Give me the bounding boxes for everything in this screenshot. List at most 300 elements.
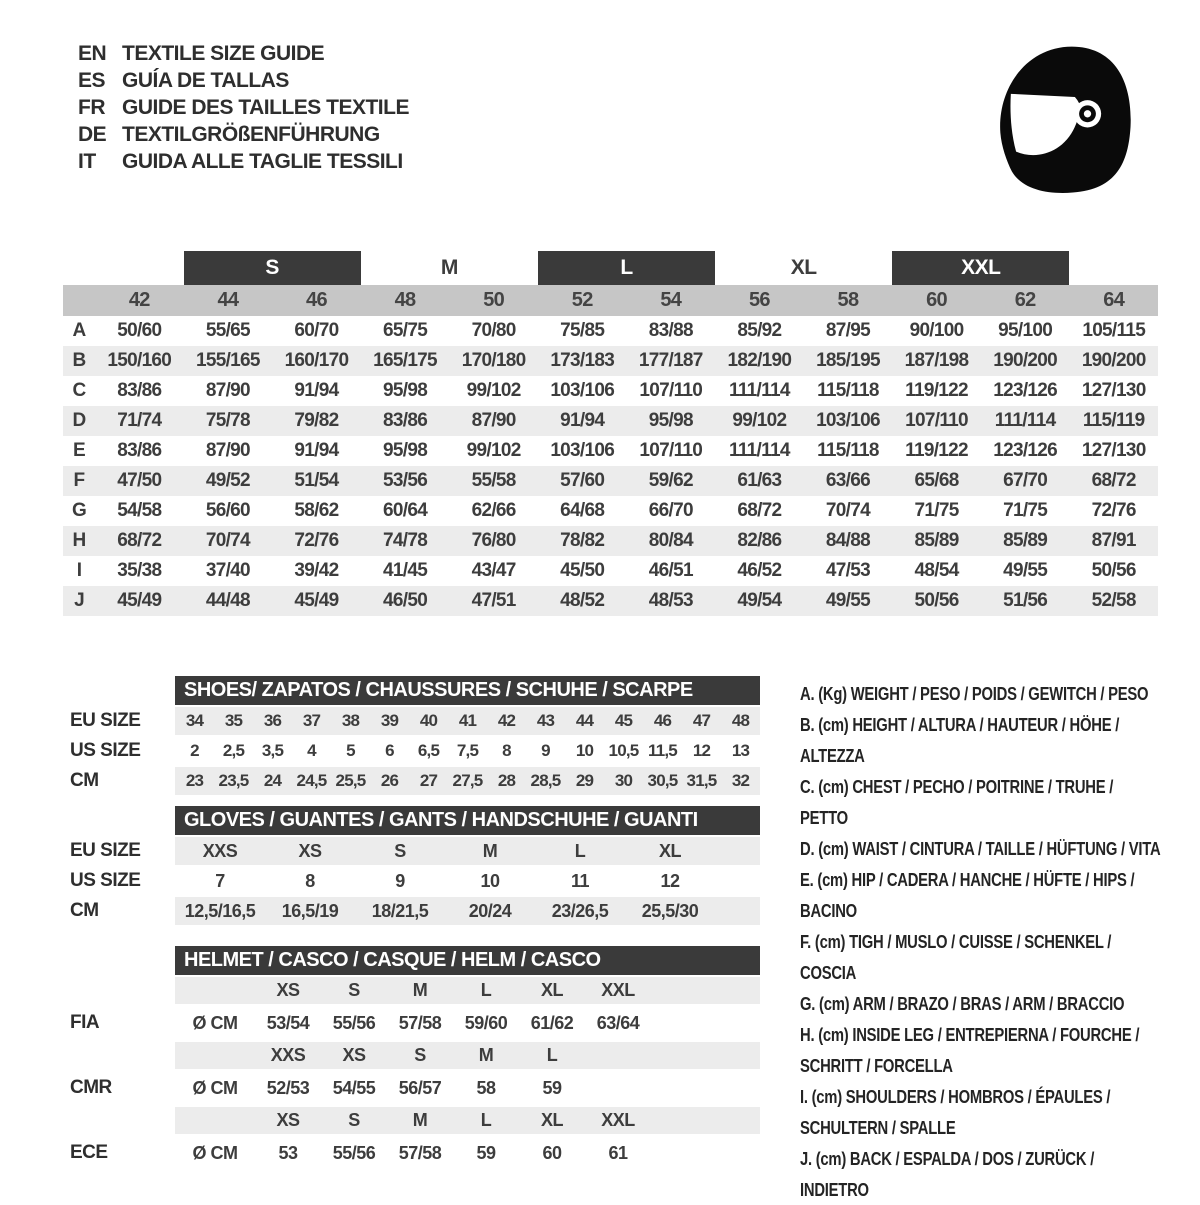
language-code: ES bbox=[78, 68, 106, 92]
textile-cell: 87/90 bbox=[471, 410, 516, 431]
textile-cell: 91/94 bbox=[294, 440, 339, 461]
textile-cell: 57/60 bbox=[560, 470, 605, 491]
row-label: EU SIZE bbox=[70, 710, 141, 731]
shoes-rows bbox=[70, 707, 760, 795]
textile-cell: 177/187 bbox=[638, 350, 703, 371]
language-title: GUIDA ALLE TAGLIE TESSILI bbox=[122, 149, 403, 173]
size-value: 43 bbox=[536, 711, 555, 730]
shoes-values bbox=[175, 737, 760, 765]
textile-cell: 95/98 bbox=[383, 380, 428, 401]
helmet-value bbox=[585, 1071, 651, 1105]
row-label: CM bbox=[70, 770, 99, 791]
gloves-values bbox=[175, 867, 760, 895]
size-group-s: S bbox=[184, 251, 361, 285]
size-value: 45 bbox=[614, 711, 633, 730]
language-title: GUIDE DES TAILLES TEXTILE bbox=[122, 95, 409, 119]
textile-cell: 111/114 bbox=[729, 440, 790, 461]
helmet-value-row-fia bbox=[70, 1006, 760, 1040]
language-row bbox=[78, 40, 409, 67]
textile-cell: 83/86 bbox=[383, 410, 428, 431]
textile-row-e bbox=[63, 436, 1158, 466]
textile-cell: 107/110 bbox=[905, 410, 968, 431]
textile-row-label: F bbox=[73, 470, 85, 491]
textile-cell: 111/114 bbox=[729, 380, 790, 401]
textile-cell: 87/95 bbox=[825, 320, 870, 341]
size-value: 2 bbox=[190, 741, 199, 760]
textile-cell: 35/38 bbox=[117, 560, 162, 581]
textile-cell: 85/89 bbox=[1003, 530, 1048, 551]
size-value: 20/24 bbox=[468, 900, 512, 921]
size-group-m: M bbox=[440, 256, 458, 279]
textile-row-d bbox=[63, 406, 1158, 436]
textile-cell: 52/58 bbox=[1091, 590, 1136, 611]
size-value: 39 bbox=[380, 711, 399, 730]
textile-row-b bbox=[63, 346, 1158, 376]
size-value: S bbox=[394, 840, 406, 861]
helmet-size-row-ece bbox=[70, 1107, 760, 1134]
row-label-spacer bbox=[70, 1042, 175, 1069]
textile-cell: 78/82 bbox=[560, 530, 605, 551]
size-value: 8 bbox=[502, 741, 511, 760]
size-value: XXS bbox=[202, 840, 238, 861]
measurement-legend bbox=[800, 678, 1162, 1205]
size-value: 3,5 bbox=[261, 741, 284, 760]
language-title-list bbox=[78, 40, 409, 175]
size-value: 34 bbox=[185, 711, 204, 730]
helmet-size-label: XXL bbox=[601, 980, 635, 1000]
legend-item: J. (cm) BACK / ESPALDA / DOS / ZURÜCK / INDIETRO bbox=[800, 1148, 1095, 1200]
textile-cell: 48/52 bbox=[560, 590, 605, 611]
textile-cell: 45/49 bbox=[117, 590, 162, 611]
diameter-unit: Ø CM bbox=[192, 1077, 238, 1098]
textile-cell: 53/56 bbox=[383, 470, 428, 491]
language-code: DE bbox=[78, 122, 107, 146]
language-code: FR bbox=[78, 95, 105, 119]
numeric-size: 42 bbox=[128, 289, 150, 311]
textile-cell: 58/62 bbox=[294, 500, 339, 521]
textile-cell: 71/75 bbox=[1003, 500, 1048, 521]
textile-cell: 155/165 bbox=[195, 350, 260, 371]
size-value: 12 bbox=[692, 741, 711, 760]
numeric-size: 56 bbox=[748, 289, 770, 311]
helmet-size-label: M bbox=[412, 1110, 428, 1130]
textile-row-label: A bbox=[72, 320, 86, 341]
standard-label: CMR bbox=[70, 1077, 112, 1098]
legend-item: G. (cm) ARM / BRAZO / BRAS / ARM / BRACCIO bbox=[800, 993, 1125, 1014]
helmet-value-row-cmr bbox=[70, 1071, 760, 1105]
textile-cell: 56/60 bbox=[205, 500, 250, 521]
legend-item: D. (cm) WAIST / CINTURA / TAILLE / HÜFTUNG / VITA bbox=[800, 838, 1161, 859]
textile-cell: 91/94 bbox=[560, 410, 605, 431]
helmet-value: 60 bbox=[542, 1142, 562, 1163]
textile-cell: 50/56 bbox=[914, 590, 959, 611]
legend-item: I. (cm) SHOULDERS / HOMBROS / ÉPAULES / SCHULTERN / SPALLE bbox=[800, 1086, 1111, 1138]
textile-cell: 75/85 bbox=[560, 320, 605, 341]
standard-label: FIA bbox=[70, 1012, 100, 1033]
row-label: CM bbox=[70, 900, 99, 921]
helmet-value: 53 bbox=[278, 1142, 298, 1163]
language-title: TEXTILE SIZE GUIDE bbox=[122, 41, 325, 65]
row-label-spacer bbox=[70, 977, 175, 1004]
standard-label: ECE bbox=[70, 1142, 108, 1163]
helmet-section-header: HELMET / CASCO / CASQUE / HELM / CASCO bbox=[175, 946, 760, 975]
size-value: 48 bbox=[731, 711, 750, 730]
helmet-value: 59 bbox=[476, 1142, 496, 1163]
helmet-value: 58 bbox=[476, 1077, 496, 1098]
size-value: 6 bbox=[385, 741, 394, 760]
textile-cell: 60/64 bbox=[383, 500, 428, 521]
textile-cell: 91/94 bbox=[294, 380, 339, 401]
shoes-section bbox=[70, 676, 760, 797]
textile-cell: 123/126 bbox=[993, 380, 1057, 401]
textile-cell: 111/114 bbox=[994, 410, 1056, 431]
numeric-size-row bbox=[63, 285, 1158, 316]
textile-cell: 47/53 bbox=[825, 560, 870, 581]
textile-cell: 70/74 bbox=[825, 500, 870, 521]
textile-cell: 83/86 bbox=[117, 440, 162, 461]
helmet-size-label: L bbox=[480, 1110, 492, 1130]
textile-cell: 49/52 bbox=[205, 470, 250, 491]
textile-cell: 150/160 bbox=[107, 350, 172, 371]
textile-rows bbox=[63, 316, 1158, 616]
unit-spacer bbox=[175, 1107, 255, 1134]
textile-cell: 95/98 bbox=[648, 410, 693, 431]
shoes-values bbox=[175, 767, 760, 795]
language-row bbox=[78, 67, 409, 94]
helmet-value: 54/55 bbox=[332, 1077, 376, 1098]
textile-cell: 85/92 bbox=[737, 320, 782, 341]
textile-cell: 48/54 bbox=[914, 560, 959, 581]
helmet-size-labels bbox=[175, 1107, 760, 1134]
textile-cell: 65/68 bbox=[914, 470, 959, 491]
textile-cell: 59/62 bbox=[648, 470, 693, 491]
textile-cell: 119/122 bbox=[905, 440, 968, 461]
size-value: 12,5/16,5 bbox=[184, 900, 256, 921]
size-value: 27,5 bbox=[452, 771, 483, 790]
size-value: 28 bbox=[497, 771, 516, 790]
size-value: 23 bbox=[185, 771, 204, 790]
shoes-row bbox=[70, 737, 760, 765]
helmet-section bbox=[70, 946, 760, 1172]
helmet-size-label: L bbox=[480, 980, 492, 1000]
textile-cell: 63/66 bbox=[825, 470, 870, 491]
legend-item: A. (Kg) WEIGHT / PESO / POIDS / GEWITCH / PESO bbox=[800, 683, 1149, 704]
helmet-values bbox=[175, 1136, 760, 1170]
diameter-unit: Ø CM bbox=[192, 1012, 238, 1033]
language-title: TEXTILGRÖßENFÜHRUNG bbox=[122, 122, 380, 146]
size-value: 23/26,5 bbox=[551, 900, 609, 921]
textile-cell: 70/80 bbox=[471, 320, 516, 341]
size-value: 24 bbox=[263, 771, 282, 790]
unit-spacer bbox=[175, 977, 255, 1004]
helmet-value: 61 bbox=[608, 1142, 628, 1163]
numeric-size: 60 bbox=[926, 289, 947, 311]
textile-cell: 123/126 bbox=[993, 440, 1057, 461]
textile-row-a bbox=[63, 316, 1158, 346]
gloves-values bbox=[175, 897, 760, 925]
textile-cell: 83/88 bbox=[648, 320, 693, 341]
textile-cell: 107/110 bbox=[639, 380, 703, 401]
size-value: 25,5 bbox=[335, 771, 366, 790]
helmet-size-label: S bbox=[348, 980, 360, 1000]
textile-cell: 90/100 bbox=[909, 320, 964, 341]
size-value: 42 bbox=[497, 711, 516, 730]
textile-cell: 82/86 bbox=[737, 530, 782, 551]
textile-cell: 107/110 bbox=[639, 440, 703, 461]
textile-cell: 68/72 bbox=[117, 530, 162, 551]
textile-cell: 60/70 bbox=[294, 320, 339, 341]
language-code: EN bbox=[78, 41, 107, 65]
textile-row-label: G bbox=[71, 500, 87, 521]
textile-row-g bbox=[63, 496, 1158, 526]
textile-row-h bbox=[63, 526, 1158, 556]
textile-cell: 68/72 bbox=[1091, 470, 1136, 491]
textile-cell: 37/40 bbox=[205, 560, 250, 581]
helmet-value: 53/54 bbox=[266, 1012, 310, 1033]
textile-cell: 119/122 bbox=[905, 380, 968, 401]
shoes-values bbox=[175, 707, 760, 735]
helmet-size-label: XS bbox=[276, 980, 300, 1000]
helmet-size-label: XXS bbox=[270, 1045, 306, 1065]
size-group-l: L bbox=[538, 251, 715, 285]
legend-item: C. (cm) CHEST / PECHO / POITRINE / TRUHE / PETTO bbox=[800, 776, 1114, 828]
size-value: 28,5 bbox=[530, 771, 561, 790]
unit-spacer bbox=[175, 1042, 255, 1069]
size-value: 11 bbox=[570, 870, 590, 891]
numeric-size: 64 bbox=[1103, 289, 1125, 311]
size-value: 11,5 bbox=[648, 741, 677, 760]
textile-cell: 68/72 bbox=[737, 500, 782, 521]
helmet-size-label: XL bbox=[540, 1110, 563, 1130]
helmet-value: 57/58 bbox=[398, 1012, 442, 1033]
language-row bbox=[78, 94, 409, 121]
size-value: 37 bbox=[302, 711, 321, 730]
size-value: 4 bbox=[307, 741, 316, 760]
size-value: 38 bbox=[341, 711, 360, 730]
textile-row-label: J bbox=[74, 590, 84, 611]
size-group-xl: XL bbox=[790, 256, 817, 279]
helmet-value: 61/62 bbox=[530, 1012, 574, 1033]
size-value: 25,5/30 bbox=[641, 900, 699, 921]
textile-cell: 44/48 bbox=[205, 590, 250, 611]
textile-cell: 46/52 bbox=[737, 560, 782, 581]
textile-cell: 95/98 bbox=[383, 440, 428, 461]
gloves-section bbox=[70, 806, 760, 927]
textile-cell: 55/65 bbox=[205, 320, 250, 341]
textile-cell: 47/50 bbox=[117, 470, 162, 491]
textile-row-label: E bbox=[73, 440, 85, 461]
gloves-row bbox=[70, 897, 760, 925]
helmet-size-row-cmr bbox=[70, 1042, 760, 1069]
size-group-xxl: XXL bbox=[892, 251, 1069, 285]
textile-cell: 48/53 bbox=[648, 590, 693, 611]
size-value: 7,5 bbox=[456, 741, 479, 760]
size-value: 23,5 bbox=[218, 771, 249, 790]
textile-row-j bbox=[63, 586, 1158, 616]
size-value: 24,5 bbox=[296, 771, 327, 790]
textile-cell: 71/75 bbox=[914, 500, 959, 521]
legend-item: F. (cm) TIGH / MUSLO / CUISSE / SCHENKEL / COSCIA bbox=[800, 931, 1112, 983]
textile-cell: 115/118 bbox=[817, 440, 879, 461]
textile-cell: 62/66 bbox=[471, 500, 516, 521]
textile-cell: 65/75 bbox=[383, 320, 428, 341]
helmet-size-label: M bbox=[478, 1045, 494, 1065]
textile-cell: 51/54 bbox=[294, 470, 339, 491]
textile-cell: 105/115 bbox=[1082, 320, 1146, 341]
size-value: 30,5 bbox=[647, 771, 678, 790]
numeric-size: 46 bbox=[306, 289, 327, 311]
textile-size-table bbox=[63, 251, 1158, 616]
gloves-row bbox=[70, 837, 760, 865]
textile-row-label: H bbox=[72, 530, 86, 551]
row-label: US SIZE bbox=[70, 740, 141, 761]
numeric-size: 44 bbox=[217, 289, 239, 311]
textile-cell: 72/76 bbox=[1091, 500, 1136, 521]
size-value: 9 bbox=[541, 741, 550, 760]
textile-cell: 46/51 bbox=[648, 560, 693, 581]
helmet-value: 63/64 bbox=[596, 1012, 640, 1033]
helmet-value: 57/58 bbox=[398, 1142, 442, 1163]
textile-cell: 43/47 bbox=[471, 560, 516, 581]
language-code: IT bbox=[78, 149, 96, 173]
helmet-size-label: L bbox=[546, 1045, 558, 1065]
textile-cell: 84/88 bbox=[825, 530, 870, 551]
textile-cell: 71/74 bbox=[117, 410, 162, 431]
helmet-value: 59/60 bbox=[464, 1012, 508, 1033]
language-row bbox=[78, 121, 409, 148]
helmet-size-label: S bbox=[348, 1110, 360, 1130]
textile-cell: 70/74 bbox=[205, 530, 250, 551]
textile-cell: 115/118 bbox=[817, 380, 879, 401]
textile-cell: 51/56 bbox=[1003, 590, 1048, 611]
size-value: 10 bbox=[480, 870, 500, 891]
textile-cell: 50/60 bbox=[117, 320, 162, 341]
size-value: XL bbox=[658, 840, 681, 861]
helmet-size-row-fia bbox=[70, 977, 760, 1004]
size-value: XS bbox=[298, 840, 322, 861]
row-label: EU SIZE bbox=[70, 840, 141, 861]
gloves-rows bbox=[70, 837, 760, 925]
textile-cell: 99/102 bbox=[466, 440, 521, 461]
textile-cell: 74/78 bbox=[383, 530, 428, 551]
size-value: 9 bbox=[395, 870, 405, 891]
size-value: 5 bbox=[346, 741, 355, 760]
helmet-value-row-ece bbox=[70, 1136, 760, 1170]
helmet-values bbox=[175, 1006, 760, 1040]
helmet-value: 59 bbox=[542, 1077, 562, 1098]
size-value: 26 bbox=[380, 771, 399, 790]
textile-cell: 76/80 bbox=[471, 530, 516, 551]
textile-row-f bbox=[63, 466, 1158, 496]
shoes-row bbox=[70, 707, 760, 735]
size-value: 40 bbox=[419, 711, 438, 730]
textile-cell: 45/50 bbox=[560, 560, 605, 581]
textile-cell: 87/90 bbox=[205, 440, 250, 461]
helmet-value: 52/53 bbox=[266, 1077, 310, 1098]
textile-cell: 87/91 bbox=[1091, 530, 1136, 551]
textile-cell: 99/102 bbox=[466, 380, 521, 401]
row-label: US SIZE bbox=[70, 870, 141, 891]
textile-cell: 61/63 bbox=[737, 470, 782, 491]
size-value: 2,5 bbox=[222, 741, 245, 760]
textile-cell: 49/55 bbox=[825, 590, 870, 611]
helmet-size-label: XS bbox=[276, 1110, 300, 1130]
textile-row-label: D bbox=[72, 410, 86, 431]
helmet-size-label: M bbox=[412, 980, 428, 1000]
diameter-unit: Ø CM bbox=[192, 1142, 238, 1163]
textile-cell: 185/195 bbox=[816, 350, 880, 371]
size-value: 35 bbox=[224, 711, 243, 730]
helmet-size-label: XL bbox=[540, 980, 563, 1000]
size-value: 27 bbox=[419, 771, 438, 790]
textile-cell: 103/106 bbox=[550, 440, 615, 461]
gloves-section-header: GLOVES / GUANTES / GANTS / HANDSCHUHE / GUANTI bbox=[175, 806, 760, 835]
size-value: 47 bbox=[692, 711, 711, 730]
size-value: 10 bbox=[575, 741, 594, 760]
size-value: 18/21,5 bbox=[371, 900, 429, 921]
textile-cell: 49/54 bbox=[737, 590, 782, 611]
helmet-size-label: XXL bbox=[601, 1110, 635, 1130]
size-value: 12 bbox=[660, 870, 680, 891]
textile-cell: 83/86 bbox=[117, 380, 162, 401]
helmet-size-label: S bbox=[414, 1045, 426, 1065]
helmet-size-label bbox=[585, 1042, 651, 1069]
textile-cell: 79/82 bbox=[294, 410, 339, 431]
textile-cell: 66/70 bbox=[648, 500, 693, 521]
textile-cell: 165/175 bbox=[373, 350, 437, 371]
size-value: 8 bbox=[305, 870, 315, 891]
size-value: 31,5 bbox=[686, 771, 717, 790]
size-value: 46 bbox=[653, 711, 672, 730]
row-label-spacer bbox=[70, 1107, 175, 1134]
textile-cell: 80/84 bbox=[648, 530, 693, 551]
textile-cell: 95/100 bbox=[998, 320, 1053, 341]
textile-cell: 173/183 bbox=[550, 350, 615, 371]
legend-item: E. (cm) HIP / CADERA / HANCHE / HÜFTE / HIPS / BACINO bbox=[800, 869, 1135, 921]
legend-item: H. (cm) INSIDE LEG / ENTREPIERNA / FOURCHE / SCHRITT / FORCELLA bbox=[800, 1024, 1140, 1076]
textile-cell: 50/56 bbox=[1091, 560, 1136, 581]
textile-cell: 115/119 bbox=[1082, 410, 1145, 431]
gloves-values bbox=[175, 837, 760, 865]
textile-cell: 182/190 bbox=[727, 350, 792, 371]
shoes-section-header: SHOES/ ZAPATOS / CHAUSSURES / SCHUHE / SCARPE bbox=[175, 676, 760, 705]
textile-cell: 45/49 bbox=[294, 590, 339, 611]
size-value: M bbox=[482, 840, 498, 861]
helmet-size-labels bbox=[175, 977, 760, 1004]
size-value: 44 bbox=[575, 711, 594, 730]
helmet-value: 55/56 bbox=[332, 1012, 376, 1033]
racing-helmet-icon bbox=[972, 34, 1140, 202]
textile-cell: 72/76 bbox=[294, 530, 339, 551]
helmet-size-labels bbox=[175, 1042, 760, 1069]
textile-cell: 103/106 bbox=[550, 380, 615, 401]
textile-cell: 54/58 bbox=[117, 500, 162, 521]
textile-cell: 46/50 bbox=[383, 590, 428, 611]
helmet-value: 55/56 bbox=[332, 1142, 376, 1163]
textile-cell: 160/170 bbox=[284, 350, 349, 371]
textile-cell: 190/200 bbox=[1081, 350, 1146, 371]
size-value: 7 bbox=[215, 870, 225, 891]
numeric-size: 52 bbox=[571, 289, 593, 311]
numeric-size: 62 bbox=[1014, 289, 1036, 311]
textile-row-label: B bbox=[72, 350, 86, 371]
textile-cell: 127/130 bbox=[1081, 440, 1146, 461]
numeric-size: 48 bbox=[394, 289, 416, 311]
size-group-header-row bbox=[63, 251, 1158, 285]
textile-row-c bbox=[63, 376, 1158, 406]
textile-cell: 39/42 bbox=[294, 560, 339, 581]
size-value: L bbox=[574, 840, 586, 861]
